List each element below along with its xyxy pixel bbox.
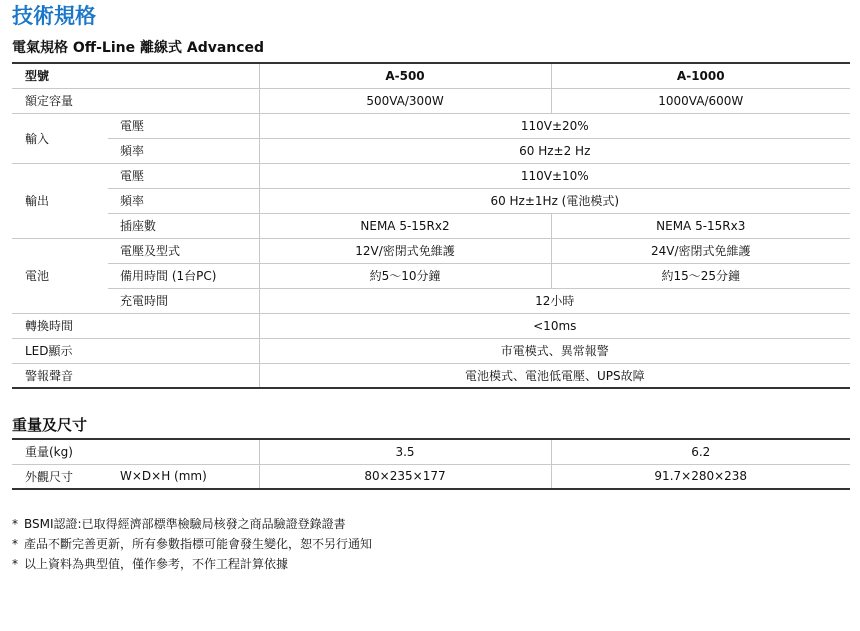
footnote-marker: * bbox=[12, 537, 18, 551]
alarm-sound-label: 警報聲音 bbox=[12, 363, 259, 388]
footnote-marker: * bbox=[12, 517, 18, 531]
dimensions-a1000: 91.7×280×238 bbox=[551, 464, 850, 489]
dimensions-a500: 80×235×177 bbox=[259, 464, 551, 489]
weight-a500: 3.5 bbox=[259, 439, 551, 464]
table-row bbox=[12, 288, 850, 313]
backup-time-a1000: 約15～25分鐘 bbox=[551, 263, 850, 288]
footnote-item: * BSMI認證:已取得經濟部標準檢驗局核發之商品驗證登錄證書 bbox=[12, 517, 346, 531]
output-freq-label: 頻率 bbox=[108, 188, 259, 213]
footnotes bbox=[12, 514, 372, 574]
capacity-a500: 500VA/300W bbox=[259, 88, 551, 113]
model-label: 型號 bbox=[12, 63, 259, 88]
transfer-time-label: 轉換時間 bbox=[12, 313, 259, 338]
table-row bbox=[12, 163, 850, 188]
electrical-spec-heading: 電氣規格 Off-Line 離線式 Advanced bbox=[12, 40, 265, 56]
input-freq-value: 60 Hz±2 Hz bbox=[259, 138, 850, 163]
footnote-marker: * bbox=[12, 557, 18, 571]
table-row bbox=[12, 263, 850, 288]
backup-time-label: 備用時間 (1台PC) bbox=[108, 263, 259, 288]
outlets-a1000: NEMA 5-15Rx3 bbox=[551, 213, 850, 238]
battery-type-a500: 12V/密閉式免維護 bbox=[259, 238, 551, 263]
table-row bbox=[12, 113, 850, 138]
led-display-label: LED顯示 bbox=[12, 338, 259, 363]
table-row bbox=[12, 238, 850, 263]
page-title: 技術規格 bbox=[12, 4, 96, 28]
battery-type-label: 電壓及型式 bbox=[108, 238, 259, 263]
input-voltage-value: 110V±20% bbox=[259, 113, 850, 138]
table-row bbox=[12, 338, 850, 363]
table-row bbox=[12, 188, 850, 213]
transfer-time-value: <10ms bbox=[259, 313, 850, 338]
weight-a1000: 6.2 bbox=[551, 439, 850, 464]
input-group-label: 輸入 bbox=[12, 113, 108, 163]
output-voltage-label: 電壓 bbox=[108, 163, 259, 188]
capacity-label: 額定容量 bbox=[12, 88, 259, 113]
table-row bbox=[12, 439, 850, 464]
footnote-item: * 以上資料為典型值，僅作參考，不作工程計算依據 bbox=[12, 557, 289, 571]
output-freq-value: 60 Hz±1Hz (電池模式) bbox=[259, 188, 850, 213]
outlets-a500: NEMA 5-15Rx2 bbox=[259, 213, 551, 238]
led-display-value: 市電模式、異常報警 bbox=[259, 338, 850, 363]
dimensions-unit-label: W×D×H (mm) bbox=[108, 464, 259, 489]
table-row bbox=[12, 63, 850, 88]
model-a500-header: A-500 bbox=[259, 63, 551, 88]
battery-group-label: 電池 bbox=[12, 238, 108, 313]
footnote-item: * 產品不斷完善更新，所有參數指標可能會發生變化，恕不另行通知 bbox=[12, 537, 373, 551]
physical-spec-table bbox=[12, 438, 850, 490]
model-a1000-header: A-1000 bbox=[551, 63, 850, 88]
output-group-label: 輸出 bbox=[12, 163, 108, 238]
backup-time-a500: 約5～10分鐘 bbox=[259, 263, 551, 288]
table-row bbox=[12, 138, 850, 163]
table-row bbox=[12, 88, 850, 113]
charge-time-label: 充電時間 bbox=[108, 288, 259, 313]
outlets-label: 插座數 bbox=[108, 213, 259, 238]
input-freq-label: 頻率 bbox=[108, 138, 259, 163]
input-voltage-label: 電壓 bbox=[108, 113, 259, 138]
electrical-spec-table bbox=[12, 62, 850, 389]
alarm-sound-value: 電池模式、電池低電壓、UPS故障 bbox=[259, 363, 850, 388]
charge-time-value: 12小時 bbox=[259, 288, 850, 313]
physical-spec-heading: 重量及尺寸 bbox=[12, 416, 88, 434]
dimensions-label: 外觀尺寸 bbox=[12, 464, 108, 489]
table-row bbox=[12, 213, 850, 238]
battery-type-a1000: 24V/密閉式免維護 bbox=[551, 238, 850, 263]
output-voltage-value: 110V±10% bbox=[259, 163, 850, 188]
table-row bbox=[12, 313, 850, 338]
table-row bbox=[12, 464, 850, 489]
capacity-a1000: 1000VA/600W bbox=[551, 88, 850, 113]
table-row bbox=[12, 363, 850, 388]
weight-label: 重量(kg) bbox=[12, 439, 259, 464]
